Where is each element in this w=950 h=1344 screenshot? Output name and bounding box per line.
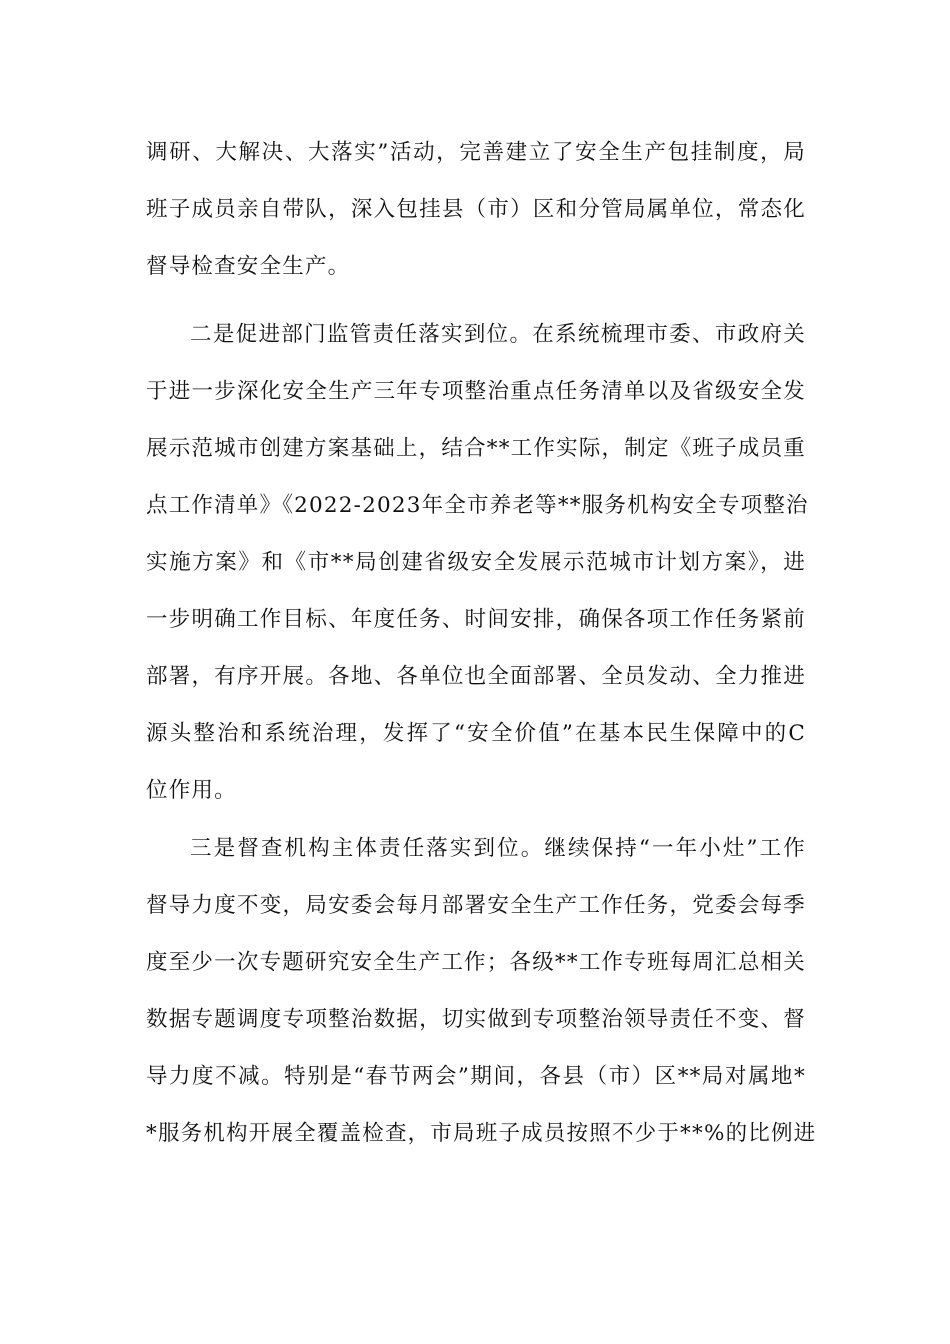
paragraph-line: 三是督查机构主体责任落实到位。继续保持“一年小灶”工作: [190, 836, 806, 861]
paragraph-line: 督导检查安全生产。: [146, 254, 351, 279]
paragraph-3: [146, 820, 817, 1162]
paragraph-line: 展示范城市创建方案基础上，结合**工作实际，制定《班子成员重: [146, 436, 806, 461]
paragraph-line: 二是促进部门监管责任落实到位。在系统梳理市委、市政府关: [190, 322, 806, 347]
paragraph-line: 督导力度不变，局安委会每月部署安全生产工作任务，党委会每季: [146, 893, 806, 918]
paragraph-line: 度至少一次专题研究安全生产工作；各级**工作专班每周汇总相关: [146, 950, 806, 975]
paragraph-line: *服务机构开展全覆盖检查，市局班子成员按照不少于**%的比例进: [146, 1121, 817, 1146]
paragraph-line: 班子成员亲自带队，深入包挂县（市）区和分管局属单位，常态化: [146, 197, 806, 222]
paragraph-line: 实施方案》和《市**局创建省级安全发展示范城市计划方案》，进: [146, 550, 806, 575]
paragraph-line: 调研、大解决、大落实”活动，完善建立了安全生产包挂制度，局: [146, 140, 806, 165]
paragraph-1: [146, 124, 806, 295]
paragraph-line: 部署，有序开展。各地、各单位也全面部署、全员发动、全力推进: [146, 664, 806, 689]
paragraph-2: [146, 306, 809, 819]
paragraph-line: 源头整治和系统治理，发挥了“安全价值”在基本民生保障中的C: [146, 721, 806, 746]
paragraph-line: 于进一步深化安全生产三年专项整治重点任务清单以及省级安全发: [146, 379, 806, 404]
paragraph-line: 一步明确工作目标、年度任务、时间安排，确保各项工作任务紧前: [146, 607, 806, 632]
paragraph-line: 数据专题调度专项整治数据，切实做到专项整治领导责任不变、督: [146, 1007, 806, 1032]
paragraph-line: 点工作清单》《2022-2023年全市养老等**服务机构安全专项整治: [146, 493, 809, 518]
paragraph-line: 导力度不减。特别是“春节两会”期间，各县（市）区**局对属地*: [146, 1064, 806, 1089]
paragraph-line: 位作用。: [146, 778, 237, 803]
